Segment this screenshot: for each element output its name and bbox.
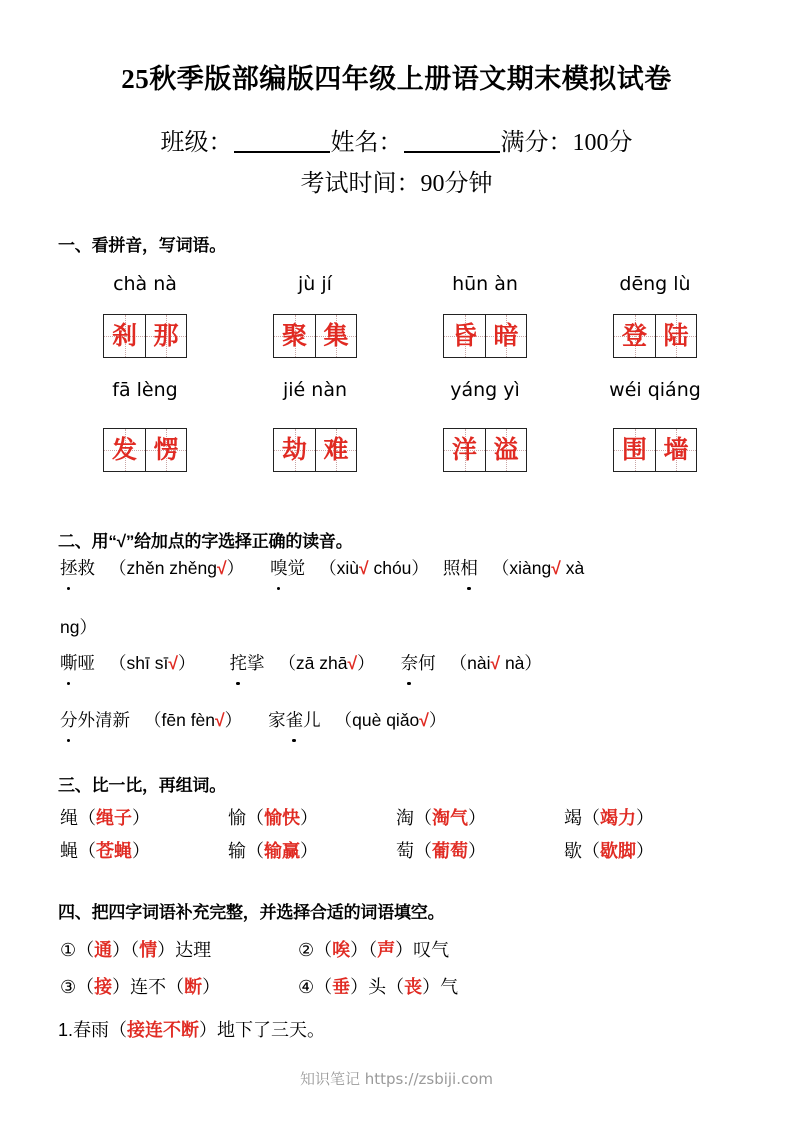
answer-char: 溢: [493, 435, 519, 464]
sentence-prefix: 1.春雨（: [58, 1020, 128, 1040]
section-1-grid-row-2: [60, 428, 740, 474]
paren-close: ）: [636, 841, 654, 861]
section-2-question-line-2[interactable]: [60, 648, 760, 678]
word-build-item[interactable]: [396, 803, 564, 833]
pinyin-label: hūn àn: [452, 273, 518, 295]
dotted-char: 奈: [401, 648, 419, 678]
paren-close: ）: [224, 710, 243, 730]
base-char: 输: [228, 841, 246, 861]
answer-word: 接连不断: [127, 1020, 200, 1040]
paren-open: （: [246, 841, 264, 861]
tianzige-cell[interactable]: [104, 429, 145, 471]
tianzige-box[interactable]: [443, 314, 527, 358]
dotted-char: 嘶: [60, 648, 78, 678]
base-char: 愉: [228, 808, 246, 828]
tianzige-cell[interactable]: [614, 315, 655, 357]
reading-options: （què qiǎo: [334, 710, 420, 730]
section-4-fill-sentence-1[interactable]: [58, 1015, 325, 1045]
answer-char: 登: [621, 321, 647, 350]
reading-options-rest: chóu）: [368, 558, 429, 578]
reading-options: （nài: [449, 653, 491, 673]
word-build-item[interactable]: [60, 836, 228, 866]
tianzige-cell[interactable]: [444, 315, 485, 357]
tianzige-slot: [400, 428, 570, 474]
reading-options: （zhěn zhěng: [109, 558, 217, 578]
section-2-heading: 二、用“√”给加点的字选择正确的读音。: [58, 532, 353, 551]
exam-duration-line: 考试时间：90分钟: [300, 171, 493, 197]
tianzige-box[interactable]: [103, 428, 187, 472]
tianzige-cell[interactable]: [655, 315, 696, 357]
section-1-heading: 一、看拼音，写词语。: [58, 236, 226, 255]
word-char: 觉: [287, 558, 306, 578]
answer-char: 发: [111, 435, 137, 464]
answer-char: 唉: [332, 940, 351, 960]
answer-char: 那: [153, 321, 179, 350]
tianzige-cell[interactable]: [274, 315, 315, 357]
paren-close: ）: [422, 977, 441, 997]
dotted-char: 分: [60, 705, 78, 735]
idiom-tail: 气: [440, 977, 459, 997]
paren-close: ）: [112, 940, 131, 960]
paren-open: （: [414, 841, 432, 861]
student-info-line: [0, 122, 793, 157]
reading-options-rest: xà: [560, 558, 585, 578]
answer-word: 绳子: [96, 808, 132, 828]
section-2-question-line-1[interactable]: [60, 553, 760, 583]
paren-open: （: [78, 808, 96, 828]
paren-close: ）: [468, 841, 486, 861]
reading-options: （zā zhā: [278, 653, 348, 673]
reading-options: （xiù: [319, 558, 359, 578]
base-char: 淘: [396, 808, 414, 828]
reading-options-rest: nà）: [500, 653, 542, 673]
class-label: 班级：: [160, 130, 233, 156]
word-build-item[interactable]: [564, 836, 732, 866]
tianzige-slot: [60, 428, 230, 474]
pinyin-label: jié nàn: [282, 379, 347, 401]
page-title: 25秋季版部编版四年级上册语文期末模拟试卷: [121, 64, 672, 94]
tianzige-box[interactable]: [613, 428, 697, 472]
tianzige-cell[interactable]: [614, 429, 655, 471]
answer-word: 苍蝇: [96, 841, 132, 861]
tianzige-cell[interactable]: [145, 315, 186, 357]
answer-char: 墙: [663, 435, 689, 464]
total-score-label: 满分：100分: [500, 130, 633, 156]
class-blank-field[interactable]: [234, 151, 330, 153]
paren-open: （: [130, 940, 140, 960]
paren-close: ）: [357, 653, 375, 673]
answer-char: 洋: [451, 435, 477, 464]
paren-open: （: [414, 808, 432, 828]
section-2-question-line-3[interactable]: [60, 705, 760, 735]
site-watermark: 知识笔记 https://zsbiji.com: [299, 1070, 494, 1088]
item-number: ②: [298, 940, 315, 960]
answer-char: 通: [94, 940, 113, 960]
answer-char: 愣: [153, 435, 179, 464]
check-mark-icon: √: [347, 653, 358, 673]
answer-char: 陆: [663, 321, 689, 350]
tianzige-cell[interactable]: [274, 429, 315, 471]
answer-char: 情: [139, 940, 158, 960]
section-1-pinyin-row-1: [60, 271, 740, 297]
answer-char: 难: [323, 435, 349, 464]
paren-close: ）: [132, 808, 150, 828]
paren-close: ）: [468, 808, 486, 828]
word-rest: 外清新: [77, 710, 130, 730]
answer-word: 竭力: [600, 808, 636, 828]
paren-open: （: [582, 808, 600, 828]
item-number: ④: [298, 977, 315, 997]
idiom-item[interactable]: [298, 934, 536, 966]
answer-word: 淘气: [432, 808, 468, 828]
dotted-char: 嗅: [270, 553, 288, 583]
base-char: 竭: [564, 808, 582, 828]
name-blank-field[interactable]: [404, 151, 500, 153]
answer-char: 昏: [451, 321, 477, 350]
answer-char: 暗: [493, 321, 519, 350]
paren-open: （: [368, 940, 378, 960]
idiom-tail: 叹气: [413, 940, 450, 960]
word-build-item[interactable]: [60, 803, 228, 833]
tianzige-cell[interactable]: [104, 315, 145, 357]
item-number: ③: [60, 977, 77, 997]
tianzige-slot: [230, 428, 400, 474]
paren-close: ）: [202, 977, 221, 997]
paren-open: （: [76, 940, 95, 960]
word-char: 儿: [303, 710, 321, 730]
item-number: ①: [60, 940, 77, 960]
paren-close: ）: [300, 841, 318, 861]
word-char: 救: [77, 558, 95, 578]
word-build-item[interactable]: [228, 803, 396, 833]
answer-char: 丧: [404, 977, 423, 997]
section-3-row-2: [60, 836, 750, 866]
tianzige-cell[interactable]: [485, 315, 526, 357]
answer-word: 葡萄: [432, 841, 468, 861]
pinyin-label: dēng lù: [619, 273, 691, 295]
section-2-wrapped-text: ng）: [60, 617, 97, 637]
base-char: 绳: [60, 808, 78, 828]
check-mark-icon: √: [358, 558, 369, 578]
paren-open: （: [314, 977, 333, 997]
paren-open: （: [582, 841, 600, 861]
paren-open: （: [76, 977, 95, 997]
paren-close: ）: [112, 977, 131, 997]
idiom-item[interactable]: [298, 971, 536, 1003]
paren-close: ）: [157, 940, 176, 960]
paren-open: （: [386, 977, 405, 997]
paren-close: ）: [636, 808, 654, 828]
check-mark-icon: √: [551, 558, 561, 578]
word-char: 家: [268, 710, 286, 730]
paren-close: ）: [350, 977, 369, 997]
section-3-heading: 三、比一比，再组词。: [58, 776, 226, 795]
check-mark-icon: √: [217, 558, 227, 578]
answer-char: 断: [184, 977, 203, 997]
check-mark-icon: √: [419, 710, 429, 730]
tianzige-slot: [230, 314, 400, 360]
dotted-char: 相: [460, 553, 478, 583]
reading-options: （xiàng: [491, 558, 552, 578]
idiom-item[interactable]: [60, 971, 298, 1003]
paren-open: （: [246, 808, 264, 828]
dotted-char: 挓: [229, 648, 247, 678]
word-char: 何: [418, 653, 436, 673]
dotted-char: 拯: [60, 553, 78, 583]
tianzige-cell[interactable]: [485, 429, 526, 471]
tianzige-box[interactable]: [443, 428, 527, 472]
paren-open: （: [166, 977, 185, 997]
paren-close: ）: [226, 558, 245, 578]
base-char: 歇: [564, 841, 582, 861]
answer-char: 围: [621, 435, 647, 464]
answer-word: 歇脚: [600, 841, 636, 861]
pinyin-label: wéi qiáng: [609, 379, 701, 401]
word-char: 挲: [246, 653, 265, 673]
pinyin-label: fā lèng: [112, 379, 178, 401]
paren-open: （: [314, 940, 333, 960]
pinyin-label: yáng yì: [450, 379, 520, 401]
answer-char: 聚: [281, 321, 307, 350]
tianzige-cell[interactable]: [655, 429, 696, 471]
paren-close: ）: [350, 940, 369, 960]
tianzige-slot: [570, 314, 740, 360]
answer-char: 集: [323, 321, 349, 350]
base-char: 蝇: [60, 841, 78, 861]
tianzige-box[interactable]: [273, 428, 357, 472]
tianzige-cell[interactable]: [444, 429, 485, 471]
idiom-item[interactable]: [60, 934, 298, 966]
check-mark-icon: √: [490, 653, 501, 673]
answer-word: 愉快: [264, 808, 300, 828]
tianzige-box[interactable]: [273, 314, 357, 358]
section-4-heading: 四、把四字词语补充完整，并选择合适的词语填空。: [58, 903, 445, 922]
section-1-pinyin-row-2: [60, 377, 740, 403]
check-mark-icon: √: [215, 710, 225, 730]
answer-char: 垂: [332, 977, 351, 997]
answer-char: 刹: [111, 321, 137, 350]
name-label: 姓名：: [330, 130, 403, 156]
dotted-char: 雀: [286, 705, 304, 735]
paren-close: ）: [395, 940, 414, 960]
section-4-idiom-row-1: [60, 934, 750, 966]
paren-close: ）: [428, 710, 447, 730]
sentence-suffix: ）地下了三天。: [199, 1020, 326, 1040]
tianzige-cell[interactable]: [145, 429, 186, 471]
word-build-item[interactable]: [396, 836, 564, 866]
tianzige-slot: [400, 314, 570, 360]
tianzige-slot: [570, 428, 740, 474]
base-char: 萄: [396, 841, 414, 861]
answer-char: 声: [377, 940, 396, 960]
tianzige-cell[interactable]: [315, 315, 356, 357]
paren-close: ）: [177, 653, 196, 673]
word-char: 照: [442, 558, 461, 578]
idiom-mid: 头: [368, 977, 387, 997]
tianzige-cell[interactable]: [315, 429, 356, 471]
paren-close: ）: [300, 808, 318, 828]
word-build-item[interactable]: [228, 836, 396, 866]
paren-open: （: [78, 841, 96, 861]
tianzige-slot: [60, 314, 230, 360]
pinyin-label: jù jí: [298, 273, 332, 295]
word-char: 哑: [77, 653, 95, 673]
answer-word: 输赢: [264, 841, 300, 861]
reading-options: （shī sī: [109, 653, 169, 673]
tianzige-box[interactable]: [613, 314, 697, 358]
answer-char: 接: [94, 977, 113, 997]
check-mark-icon: √: [168, 653, 178, 673]
idiom-tail: 达理: [175, 940, 212, 960]
tianzige-box[interactable]: [103, 314, 187, 358]
word-build-item[interactable]: [564, 803, 732, 833]
idiom-mid: 连不: [130, 977, 167, 997]
section-1-grid-row-1: [60, 314, 740, 360]
pinyin-label: chà nà: [113, 273, 177, 295]
section-4-idiom-row-2: [60, 971, 750, 1003]
reading-options: （fēn fèn: [144, 710, 216, 730]
answer-char: 劫: [281, 435, 307, 464]
paren-close: ）: [132, 841, 150, 861]
section-3-row-1: [60, 803, 750, 833]
